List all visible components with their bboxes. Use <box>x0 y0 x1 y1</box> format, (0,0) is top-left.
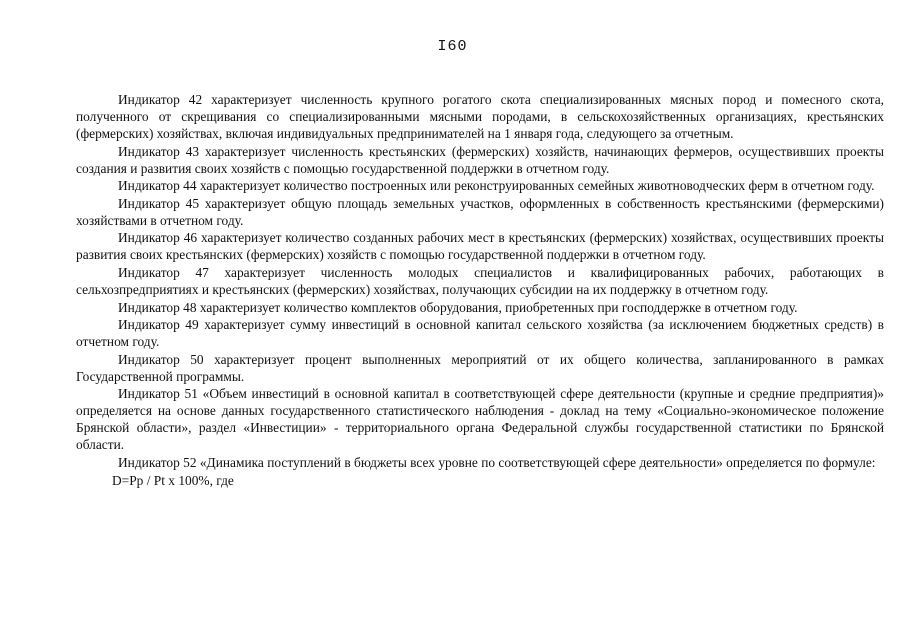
paragraph-indicator-46: Индикатор 46 характеризует количество созданных рабочих мест в крестьянских (фермерских) хозяйствах, осуществивших проекты развития своих крестьянских (фермерских) хозяйств с помощью государственной поддержки в отчетном году. <box>76 230 884 263</box>
paragraph-indicator-42: Индикатор 42 характеризует численность крупного рогатого скота специализированных мясных пород и помесного скота, полученного от скрещивания со специализированными мясными породами, в сельскохозяйственных организациях, крестьянских (фермерских) хозяйствах, включая индивидуальных предпринимателей на 1 января года, следующего за отчетным. <box>76 92 884 141</box>
paragraph-indicator-50: Индикатор 50 характеризует процент выполненных мероприятий от их общего количества, запланированного в рамках Государственной программы. <box>76 351 884 384</box>
document-body <box>76 91 884 489</box>
paragraph-indicator-43: Индикатор 43 характеризует численность крестьянских (фермерских) хозяйств, начинающих фермеров, осуществивших проекты создания и развития своих хозяйств с помощью государственной поддержки в отчетном году. <box>76 143 884 176</box>
paragraph-indicator-52: Индикатор 52 «Динамика поступлений в бюджеты всех уровне по соответствующей сфере деятельности» определяется по формуле: <box>118 454 876 470</box>
paragraph-indicator-45: Индикатор 45 характеризует общую площадь земельных участков, оформленных в собственность крестьянскими (фермерскими) хозяйствами в отчетном году. <box>76 195 884 228</box>
page-number: I60 <box>437 38 468 55</box>
paragraph-indicator-51: Индикатор 51 «Объем инвестиций в основной капитал в соответствующей сфере деятельности (крупные и средние предприятия)» определяется на основе данных государственного статистического наблюдения - доклад на тему «Социально-экономическое положение Брянской области», раздел «Инвестиции» - территориального органа Федеральной службы государственной статистики по Брянской области. <box>76 386 884 453</box>
paragraph-indicator-49: Индикатор 49 характеризует сумму инвестиций в основной капитал сельского хозяйства (за исключением бюджетных средств) в отчетном году. <box>76 317 884 350</box>
formula-line: D=Pp / Pt x 100%, где <box>112 472 234 488</box>
paragraph-indicator-44: Индикатор 44 характеризует количество построенных или реконструированных семейных животноводческих ферм в отчетном году. <box>118 178 875 194</box>
paragraph-indicator-47: Индикатор 47 характеризует численность молодых специалистов и квалифицированных рабочих, работающих в сельхозпредприятиях и крестьянских (фермерских) хозяйствах, получающих субсидии на их поддержку в отчетном году. <box>76 264 884 297</box>
paragraph-indicator-48: Индикатор 48 характеризует количество комплектов оборудования, приобретенных при господдержке в отчетном году. <box>118 299 798 315</box>
